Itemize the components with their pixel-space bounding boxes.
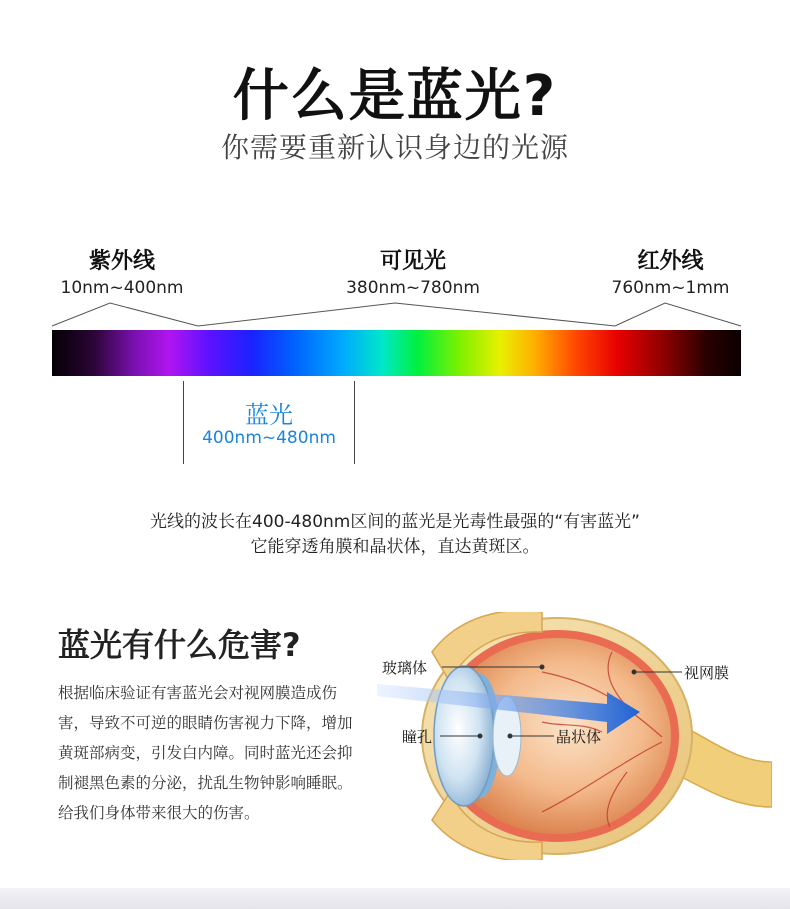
vitreous-label: 玻璃体: [382, 659, 428, 677]
visible-band-label: 可见光: [379, 249, 446, 274]
light-spectrum-bar: [52, 330, 741, 376]
description-line-2: 它能穿透角膜和晶状体，直达黄斑区。: [250, 537, 540, 557]
harm-section-body: 根据临床验证有害蓝光会对视网膜造成伤害，导致不可逆的眼睛伤害视力下降，增加黄斑部病变，引发白内障。同时蓝光还会抑制褪黑色素的分泌，扰乱生物钟影响睡眠。给我们身体带来很大的伤害。: [58, 684, 353, 822]
blue-light-label: 蓝光: [245, 401, 293, 429]
uv-band-label: 紫外线: [88, 249, 155, 274]
bottom-divider: [0, 888, 790, 909]
ir-band-range: 760nm~1mm: [611, 278, 730, 298]
lens-label: 晶状体: [556, 728, 602, 746]
blue-light-range: 400nm~480nm: [202, 428, 336, 448]
ir-band-label: 红外线: [637, 249, 704, 274]
visible-band-range: 380nm~780nm: [346, 278, 480, 298]
description-line-1: 光线的波长在400-480nm区间的蓝光是光毒性最强的“有害蓝光”: [150, 512, 640, 532]
spectrum-range-brackets: [0, 0, 790, 340]
pupil-label: 瞳孔: [402, 728, 433, 746]
eye-anatomy-diagram: [372, 612, 772, 860]
uv-band-range: 10nm~400nm: [60, 278, 184, 298]
page-subtitle: 你需要重新认识身边的光源: [220, 131, 569, 164]
retina-label: 视网膜: [684, 664, 730, 682]
harm-section-title: 蓝光有什么危害?: [58, 626, 301, 664]
page-title: 什么是蓝光?: [232, 64, 558, 129]
